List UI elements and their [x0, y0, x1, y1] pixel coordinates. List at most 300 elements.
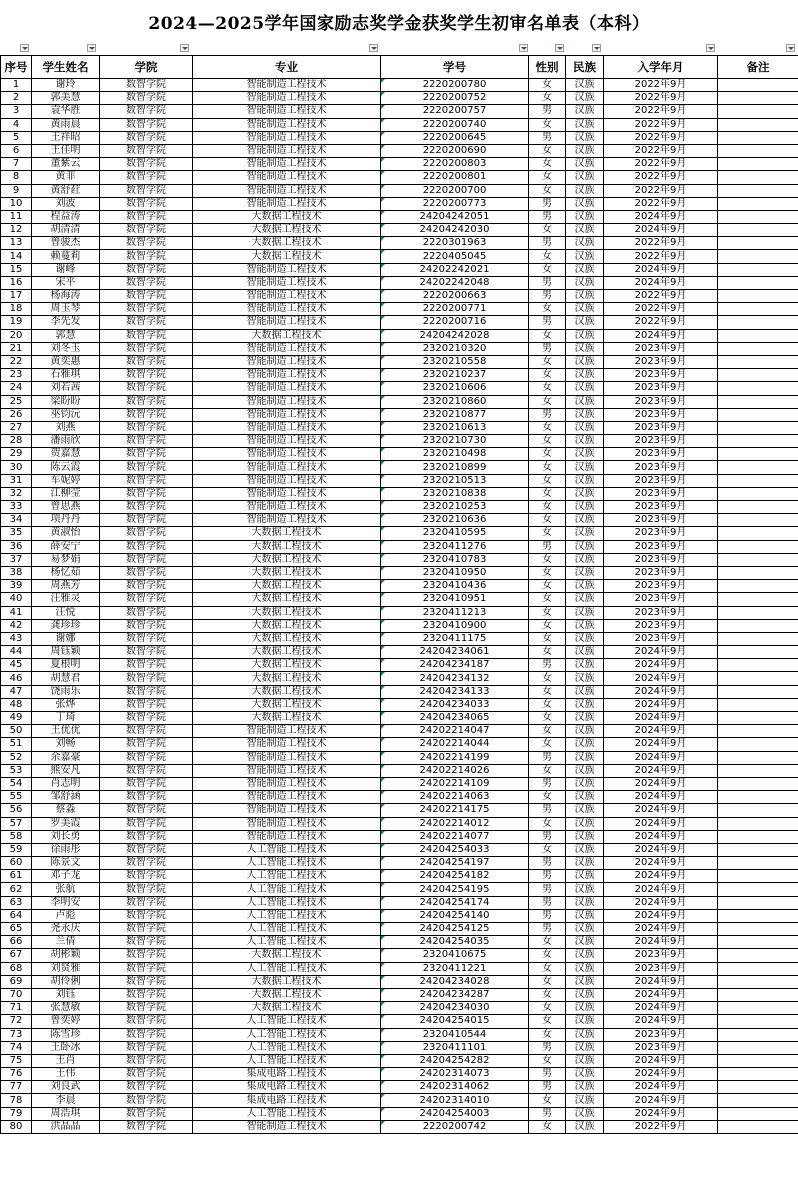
cell-name[interactable]: 熊安凡: [32, 764, 100, 777]
cell-index[interactable]: 57: [1, 817, 32, 830]
cell-student-id[interactable]: 24202242048: [381, 276, 529, 289]
cell-ethnicity[interactable]: 汉族: [566, 725, 604, 738]
cell-student-id[interactable]: 24204234133: [381, 685, 529, 698]
cell-gender[interactable]: 男: [529, 830, 566, 843]
cell-major[interactable]: 智能制造工程技术: [193, 184, 381, 197]
cell-college[interactable]: 数智学院: [100, 250, 193, 263]
cell-student-id[interactable]: 24204234028: [381, 975, 529, 988]
cell-college[interactable]: 数智学院: [100, 1068, 193, 1081]
cell-remarks[interactable]: [718, 988, 798, 1001]
cell-index[interactable]: 79: [1, 1107, 32, 1120]
cell-enrollment[interactable]: 2024年9月: [604, 870, 718, 883]
cell-name[interactable]: 卢彪: [32, 909, 100, 922]
cell-student-id[interactable]: 24204242028: [381, 329, 529, 342]
cell-index[interactable]: 11: [1, 210, 32, 223]
cell-ethnicity[interactable]: 汉族: [566, 883, 604, 896]
cell-remarks[interactable]: [718, 923, 798, 936]
cell-enrollment[interactable]: 2023年9月: [604, 408, 718, 421]
cell-name[interactable]: 张慧敏: [32, 1002, 100, 1015]
cell-student-id[interactable]: 24202242021: [381, 263, 529, 276]
cell-name[interactable]: 黄雨晨: [32, 118, 100, 131]
cell-name[interactable]: 刘贤雅: [32, 962, 100, 975]
cell-index[interactable]: 32: [1, 487, 32, 500]
cell-student-id[interactable]: 24204254125: [381, 923, 529, 936]
cell-index[interactable]: 58: [1, 830, 32, 843]
column-header-remarks[interactable]: 备注: [718, 56, 798, 79]
cell-enrollment[interactable]: 2023年9月: [604, 474, 718, 487]
cell-index[interactable]: 10: [1, 197, 32, 210]
cell-gender[interactable]: 女: [529, 461, 566, 474]
cell-college[interactable]: 数智学院: [100, 817, 193, 830]
cell-ethnicity[interactable]: 汉族: [566, 896, 604, 909]
filter-dropdown-icon[interactable]: [87, 44, 96, 52]
cell-major[interactable]: 集成电路工程技术: [193, 1068, 381, 1081]
cell-index[interactable]: 29: [1, 448, 32, 461]
cell-gender[interactable]: 女: [529, 1094, 566, 1107]
cell-name[interactable]: 车妮婷: [32, 474, 100, 487]
cell-name[interactable]: 杨海涛: [32, 290, 100, 303]
cell-remarks[interactable]: [718, 487, 798, 500]
cell-name[interactable]: 胡慧君: [32, 672, 100, 685]
cell-gender[interactable]: 女: [529, 949, 566, 962]
cell-gender[interactable]: 女: [529, 1015, 566, 1028]
cell-student-id[interactable]: 24204254033: [381, 843, 529, 856]
cell-remarks[interactable]: [718, 870, 798, 883]
cell-ethnicity[interactable]: 汉族: [566, 988, 604, 1001]
cell-ethnicity[interactable]: 汉族: [566, 92, 604, 105]
cell-name[interactable]: 刘若茜: [32, 382, 100, 395]
cell-student-id[interactable]: 24204234061: [381, 646, 529, 659]
cell-remarks[interactable]: [718, 501, 798, 514]
cell-index[interactable]: 80: [1, 1120, 32, 1133]
cell-major[interactable]: 智能制造工程技术: [193, 118, 381, 131]
cell-enrollment[interactable]: 2023年9月: [604, 461, 718, 474]
cell-gender[interactable]: 男: [529, 105, 566, 118]
cell-index[interactable]: 30: [1, 461, 32, 474]
cell-remarks[interactable]: [718, 751, 798, 764]
cell-index[interactable]: 69: [1, 975, 32, 988]
cell-student-id[interactable]: 24202314073: [381, 1068, 529, 1081]
cell-gender[interactable]: 女: [529, 988, 566, 1001]
cell-name[interactable]: 蔡淼: [32, 804, 100, 817]
cell-student-id[interactable]: 2220200757: [381, 105, 529, 118]
cell-ethnicity[interactable]: 汉族: [566, 171, 604, 184]
cell-index[interactable]: 16: [1, 276, 32, 289]
cell-remarks[interactable]: [718, 553, 798, 566]
cell-name[interactable]: 王卧冰: [32, 1041, 100, 1054]
cell-remarks[interactable]: [718, 975, 798, 988]
cell-index[interactable]: 28: [1, 435, 32, 448]
cell-ethnicity[interactable]: 汉族: [566, 197, 604, 210]
cell-college[interactable]: 数智学院: [100, 79, 193, 92]
cell-major[interactable]: 智能制造工程技术: [193, 92, 381, 105]
cell-ethnicity[interactable]: 汉族: [566, 791, 604, 804]
cell-name[interactable]: 宋平: [32, 276, 100, 289]
cell-student-id[interactable]: 2220200773: [381, 197, 529, 210]
cell-gender[interactable]: 男: [529, 408, 566, 421]
cell-enrollment[interactable]: 2024年9月: [604, 1002, 718, 1015]
cell-major[interactable]: 大数据工程技术: [193, 566, 381, 579]
cell-index[interactable]: 47: [1, 685, 32, 698]
cell-major[interactable]: 智能制造工程技术: [193, 514, 381, 527]
cell-index[interactable]: 26: [1, 408, 32, 421]
cell-name[interactable]: 项丹丹: [32, 514, 100, 527]
cell-remarks[interactable]: [718, 593, 798, 606]
cell-gender[interactable]: 男: [529, 1041, 566, 1054]
cell-major[interactable]: 智能制造工程技术: [193, 830, 381, 843]
cell-enrollment[interactable]: 2024年9月: [604, 988, 718, 1001]
cell-remarks[interactable]: [718, 725, 798, 738]
cell-index[interactable]: 73: [1, 1028, 32, 1041]
cell-remarks[interactable]: [718, 250, 798, 263]
filter-dropdown-icon[interactable]: [180, 44, 189, 52]
cell-remarks[interactable]: [718, 1054, 798, 1067]
cell-ethnicity[interactable]: 汉族: [566, 962, 604, 975]
cell-remarks[interactable]: [718, 738, 798, 751]
cell-student-id[interactable]: 2320410900: [381, 619, 529, 632]
cell-student-id[interactable]: 24204254015: [381, 1015, 529, 1028]
cell-major[interactable]: 智能制造工程技术: [193, 382, 381, 395]
cell-name[interactable]: 王优优: [32, 725, 100, 738]
cell-ethnicity[interactable]: 汉族: [566, 685, 604, 698]
cell-name[interactable]: 曾思燕: [32, 501, 100, 514]
column-header-index[interactable]: 序号: [1, 56, 32, 79]
cell-student-id[interactable]: 2220200780: [381, 79, 529, 92]
cell-college[interactable]: 数智学院: [100, 342, 193, 355]
cell-name[interactable]: 刘畅: [32, 738, 100, 751]
cell-enrollment[interactable]: 2024年9月: [604, 883, 718, 896]
cell-college[interactable]: 数智学院: [100, 355, 193, 368]
cell-enrollment[interactable]: 2023年9月: [604, 580, 718, 593]
cell-remarks[interactable]: [718, 962, 798, 975]
cell-ethnicity[interactable]: 汉族: [566, 501, 604, 514]
cell-ethnicity[interactable]: 汉族: [566, 830, 604, 843]
cell-ethnicity[interactable]: 汉族: [566, 949, 604, 962]
cell-index[interactable]: 19: [1, 316, 32, 329]
cell-remarks[interactable]: [718, 817, 798, 830]
cell-student-id[interactable]: 2320410783: [381, 553, 529, 566]
cell-enrollment[interactable]: 2024年9月: [604, 764, 718, 777]
cell-major[interactable]: 智能制造工程技术: [193, 158, 381, 171]
cell-name[interactable]: 张航: [32, 883, 100, 896]
cell-index[interactable]: 72: [1, 1015, 32, 1028]
cell-student-id[interactable]: 24202214199: [381, 751, 529, 764]
cell-ethnicity[interactable]: 汉族: [566, 870, 604, 883]
cell-enrollment[interactable]: 2022年9月: [604, 184, 718, 197]
cell-gender[interactable]: 女: [529, 369, 566, 382]
cell-ethnicity[interactable]: 汉族: [566, 210, 604, 223]
cell-gender[interactable]: 女: [529, 474, 566, 487]
cell-gender[interactable]: 女: [529, 1028, 566, 1041]
cell-gender[interactable]: 女: [529, 435, 566, 448]
cell-name[interactable]: 谢玲: [32, 79, 100, 92]
cell-remarks[interactable]: [718, 355, 798, 368]
cell-remarks[interactable]: [718, 92, 798, 105]
cell-ethnicity[interactable]: 汉族: [566, 672, 604, 685]
cell-gender[interactable]: 女: [529, 329, 566, 342]
cell-index[interactable]: 70: [1, 988, 32, 1001]
cell-gender[interactable]: 女: [529, 712, 566, 725]
cell-index[interactable]: 46: [1, 672, 32, 685]
cell-index[interactable]: 23: [1, 369, 32, 382]
cell-major[interactable]: 智能制造工程技术: [193, 79, 381, 92]
cell-major[interactable]: 智能制造工程技术: [193, 369, 381, 382]
cell-ethnicity[interactable]: 汉族: [566, 698, 604, 711]
cell-gender[interactable]: 女: [529, 355, 566, 368]
cell-student-id[interactable]: 2320411175: [381, 632, 529, 645]
cell-major[interactable]: 智能制造工程技术: [193, 342, 381, 355]
cell-major[interactable]: 大数据工程技术: [193, 580, 381, 593]
cell-gender[interactable]: 女: [529, 250, 566, 263]
cell-student-id[interactable]: 24204242030: [381, 224, 529, 237]
cell-ethnicity[interactable]: 汉族: [566, 105, 604, 118]
cell-index[interactable]: 25: [1, 395, 32, 408]
cell-name[interactable]: 江柳莹: [32, 487, 100, 500]
cell-enrollment[interactable]: 2022年9月: [604, 79, 718, 92]
cell-index[interactable]: 42: [1, 619, 32, 632]
cell-remarks[interactable]: [718, 435, 798, 448]
cell-name[interactable]: 刘长勇: [32, 830, 100, 843]
cell-major[interactable]: 人工智能工程技术: [193, 1107, 381, 1120]
cell-major[interactable]: 大数据工程技术: [193, 527, 381, 540]
cell-major[interactable]: 智能制造工程技术: [193, 777, 381, 790]
cell-major[interactable]: 人工智能工程技术: [193, 1015, 381, 1028]
cell-ethnicity[interactable]: 汉族: [566, 527, 604, 540]
cell-student-id[interactable]: 24204234033: [381, 698, 529, 711]
cell-name[interactable]: 薛安宁: [32, 540, 100, 553]
cell-ethnicity[interactable]: 汉族: [566, 540, 604, 553]
cell-remarks[interactable]: [718, 474, 798, 487]
cell-enrollment[interactable]: 2022年9月: [604, 197, 718, 210]
cell-student-id[interactable]: 2320210636: [381, 514, 529, 527]
cell-ethnicity[interactable]: 汉族: [566, 646, 604, 659]
cell-enrollment[interactable]: 2023年9月: [604, 369, 718, 382]
cell-college[interactable]: 数智学院: [100, 276, 193, 289]
cell-remarks[interactable]: [718, 408, 798, 421]
cell-gender[interactable]: 女: [529, 1002, 566, 1015]
cell-ethnicity[interactable]: 汉族: [566, 606, 604, 619]
cell-ethnicity[interactable]: 汉族: [566, 303, 604, 316]
cell-major[interactable]: 智能制造工程技术: [193, 804, 381, 817]
cell-student-id[interactable]: 2220200700: [381, 184, 529, 197]
cell-student-id[interactable]: 2220200742: [381, 1120, 529, 1133]
cell-name[interactable]: 王肖: [32, 1054, 100, 1067]
cell-major[interactable]: 智能制造工程技术: [193, 738, 381, 751]
cell-college[interactable]: 数智学院: [100, 553, 193, 566]
cell-enrollment[interactable]: 2022年9月: [604, 290, 718, 303]
cell-ethnicity[interactable]: 汉族: [566, 843, 604, 856]
cell-major[interactable]: 大数据工程技术: [193, 672, 381, 685]
cell-major[interactable]: 智能制造工程技术: [193, 171, 381, 184]
cell-index[interactable]: 3: [1, 105, 32, 118]
cell-major[interactable]: 智能制造工程技术: [193, 144, 381, 157]
cell-college[interactable]: 数智学院: [100, 1107, 193, 1120]
cell-remarks[interactable]: [718, 263, 798, 276]
cell-name[interactable]: 李明安: [32, 896, 100, 909]
cell-ethnicity[interactable]: 汉族: [566, 474, 604, 487]
cell-remarks[interactable]: [718, 421, 798, 434]
cell-college[interactable]: 数智学院: [100, 777, 193, 790]
cell-index[interactable]: 51: [1, 738, 32, 751]
cell-college[interactable]: 数智学院: [100, 936, 193, 949]
cell-name[interactable]: 刘钰: [32, 988, 100, 1001]
cell-college[interactable]: 数智学院: [100, 632, 193, 645]
cell-student-id[interactable]: 2320411101: [381, 1041, 529, 1054]
cell-enrollment[interactable]: 2023年9月: [604, 553, 718, 566]
cell-major[interactable]: 人工智能工程技术: [193, 923, 381, 936]
cell-gender[interactable]: 女: [529, 962, 566, 975]
cell-ethnicity[interactable]: 汉族: [566, 751, 604, 764]
cell-index[interactable]: 77: [1, 1081, 32, 1094]
cell-student-id[interactable]: 24202314062: [381, 1081, 529, 1094]
cell-major[interactable]: 大数据工程技术: [193, 593, 381, 606]
cell-gender[interactable]: 男: [529, 1107, 566, 1120]
cell-ethnicity[interactable]: 汉族: [566, 1054, 604, 1067]
cell-ethnicity[interactable]: 汉族: [566, 290, 604, 303]
cell-index[interactable]: 53: [1, 764, 32, 777]
cell-ethnicity[interactable]: 汉族: [566, 712, 604, 725]
cell-major[interactable]: 大数据工程技术: [193, 988, 381, 1001]
cell-enrollment[interactable]: 2023年9月: [604, 540, 718, 553]
cell-student-id[interactable]: 24202214175: [381, 804, 529, 817]
cell-major[interactable]: 智能制造工程技术: [193, 791, 381, 804]
cell-ethnicity[interactable]: 汉族: [566, 237, 604, 250]
column-header-gender[interactable]: 性别: [529, 56, 566, 79]
filter-dropdown-icon[interactable]: [706, 44, 715, 52]
cell-student-id[interactable]: 2220200801: [381, 171, 529, 184]
cell-college[interactable]: 数智学院: [100, 738, 193, 751]
cell-index[interactable]: 5: [1, 131, 32, 144]
cell-index[interactable]: 20: [1, 329, 32, 342]
cell-gender[interactable]: 女: [529, 395, 566, 408]
cell-ethnicity[interactable]: 汉族: [566, 395, 604, 408]
cell-student-id[interactable]: 24204242051: [381, 210, 529, 223]
cell-remarks[interactable]: [718, 949, 798, 962]
cell-college[interactable]: 数智学院: [100, 791, 193, 804]
column-header-name[interactable]: 学生姓名: [32, 56, 100, 79]
cell-major[interactable]: 智能制造工程技术: [193, 421, 381, 434]
cell-enrollment[interactable]: 2024年9月: [604, 777, 718, 790]
cell-college[interactable]: 数智学院: [100, 487, 193, 500]
cell-name[interactable]: 余嘉豪: [32, 751, 100, 764]
cell-gender[interactable]: 女: [529, 936, 566, 949]
cell-college[interactable]: 数智学院: [100, 870, 193, 883]
cell-remarks[interactable]: [718, 1107, 798, 1120]
cell-enrollment[interactable]: 2023年9月: [604, 632, 718, 645]
cell-enrollment[interactable]: 2024年9月: [604, 896, 718, 909]
cell-student-id[interactable]: 2220301963: [381, 237, 529, 250]
cell-student-id[interactable]: 2320410950: [381, 566, 529, 579]
cell-college[interactable]: 数智学院: [100, 1028, 193, 1041]
cell-enrollment[interactable]: 2023年9月: [604, 949, 718, 962]
cell-index[interactable]: 75: [1, 1054, 32, 1067]
cell-enrollment[interactable]: 2024年9月: [604, 659, 718, 672]
cell-major[interactable]: 大数据工程技术: [193, 685, 381, 698]
cell-enrollment[interactable]: 2024年9月: [604, 1068, 718, 1081]
cell-student-id[interactable]: 24202214109: [381, 777, 529, 790]
cell-gender[interactable]: 女: [529, 514, 566, 527]
cell-major[interactable]: 人工智能工程技术: [193, 883, 381, 896]
cell-college[interactable]: 数智学院: [100, 764, 193, 777]
cell-gender[interactable]: 女: [529, 158, 566, 171]
cell-student-id[interactable]: 2220200771: [381, 303, 529, 316]
cell-college[interactable]: 数智学院: [100, 580, 193, 593]
cell-student-id[interactable]: 2220200716: [381, 316, 529, 329]
cell-index[interactable]: 55: [1, 791, 32, 804]
cell-remarks[interactable]: [718, 237, 798, 250]
cell-name[interactable]: 石雅琪: [32, 369, 100, 382]
cell-enrollment[interactable]: 2024年9月: [604, 791, 718, 804]
cell-major[interactable]: 集成电路工程技术: [193, 1094, 381, 1107]
cell-major[interactable]: 智能制造工程技术: [193, 276, 381, 289]
cell-name[interactable]: 潘雨欣: [32, 435, 100, 448]
cell-major[interactable]: 大数据工程技术: [193, 619, 381, 632]
cell-ethnicity[interactable]: 汉族: [566, 619, 604, 632]
cell-college[interactable]: 数智学院: [100, 224, 193, 237]
cell-college[interactable]: 数智学院: [100, 395, 193, 408]
cell-student-id[interactable]: 24204254140: [381, 909, 529, 922]
cell-student-id[interactable]: 24204254182: [381, 870, 529, 883]
cell-index[interactable]: 34: [1, 514, 32, 527]
cell-ethnicity[interactable]: 汉族: [566, 923, 604, 936]
cell-student-id[interactable]: 2320210613: [381, 421, 529, 434]
cell-index[interactable]: 67: [1, 949, 32, 962]
cell-index[interactable]: 65: [1, 923, 32, 936]
cell-index[interactable]: 76: [1, 1068, 32, 1081]
cell-student-id[interactable]: 24204234187: [381, 659, 529, 672]
cell-college[interactable]: 数智学院: [100, 646, 193, 659]
cell-ethnicity[interactable]: 汉族: [566, 276, 604, 289]
cell-enrollment[interactable]: 2024年9月: [604, 936, 718, 949]
cell-index[interactable]: 64: [1, 909, 32, 922]
cell-name[interactable]: 郭慧: [32, 329, 100, 342]
cell-remarks[interactable]: [718, 883, 798, 896]
cell-major[interactable]: 大数据工程技术: [193, 329, 381, 342]
cell-student-id[interactable]: 2320210838: [381, 487, 529, 500]
cell-enrollment[interactable]: 2024年9月: [604, 830, 718, 843]
cell-enrollment[interactable]: 2024年9月: [604, 672, 718, 685]
cell-gender[interactable]: 男: [529, 804, 566, 817]
cell-name[interactable]: 邓子龙: [32, 870, 100, 883]
cell-name[interactable]: 龚珍珍: [32, 619, 100, 632]
cell-ethnicity[interactable]: 汉族: [566, 329, 604, 342]
cell-index[interactable]: 12: [1, 224, 32, 237]
cell-enrollment[interactable]: 2022年9月: [604, 1120, 718, 1133]
cell-college[interactable]: 数智学院: [100, 988, 193, 1001]
cell-major[interactable]: 大数据工程技术: [193, 553, 381, 566]
cell-major[interactable]: 大数据工程技术: [193, 659, 381, 672]
cell-major[interactable]: 大数据工程技术: [193, 949, 381, 962]
cell-student-id[interactable]: 2320210253: [381, 501, 529, 514]
cell-remarks[interactable]: [718, 777, 798, 790]
cell-gender[interactable]: 女: [529, 382, 566, 395]
cell-ethnicity[interactable]: 汉族: [566, 857, 604, 870]
cell-enrollment[interactable]: 2023年9月: [604, 501, 718, 514]
cell-student-id[interactable]: 2220200690: [381, 144, 529, 157]
cell-name[interactable]: 李先发: [32, 316, 100, 329]
cell-remarks[interactable]: [718, 527, 798, 540]
cell-enrollment[interactable]: 2024年9月: [604, 276, 718, 289]
cell-name[interactable]: 贺嘉慧: [32, 448, 100, 461]
cell-college[interactable]: 数智学院: [100, 158, 193, 171]
cell-major[interactable]: 智能制造工程技术: [193, 435, 381, 448]
cell-enrollment[interactable]: 2024年9月: [604, 1081, 718, 1094]
cell-ethnicity[interactable]: 汉族: [566, 975, 604, 988]
cell-name[interactable]: 丁琦: [32, 712, 100, 725]
cell-remarks[interactable]: [718, 1081, 798, 1094]
cell-remarks[interactable]: [718, 646, 798, 659]
cell-enrollment[interactable]: 2022年9月: [604, 303, 718, 316]
